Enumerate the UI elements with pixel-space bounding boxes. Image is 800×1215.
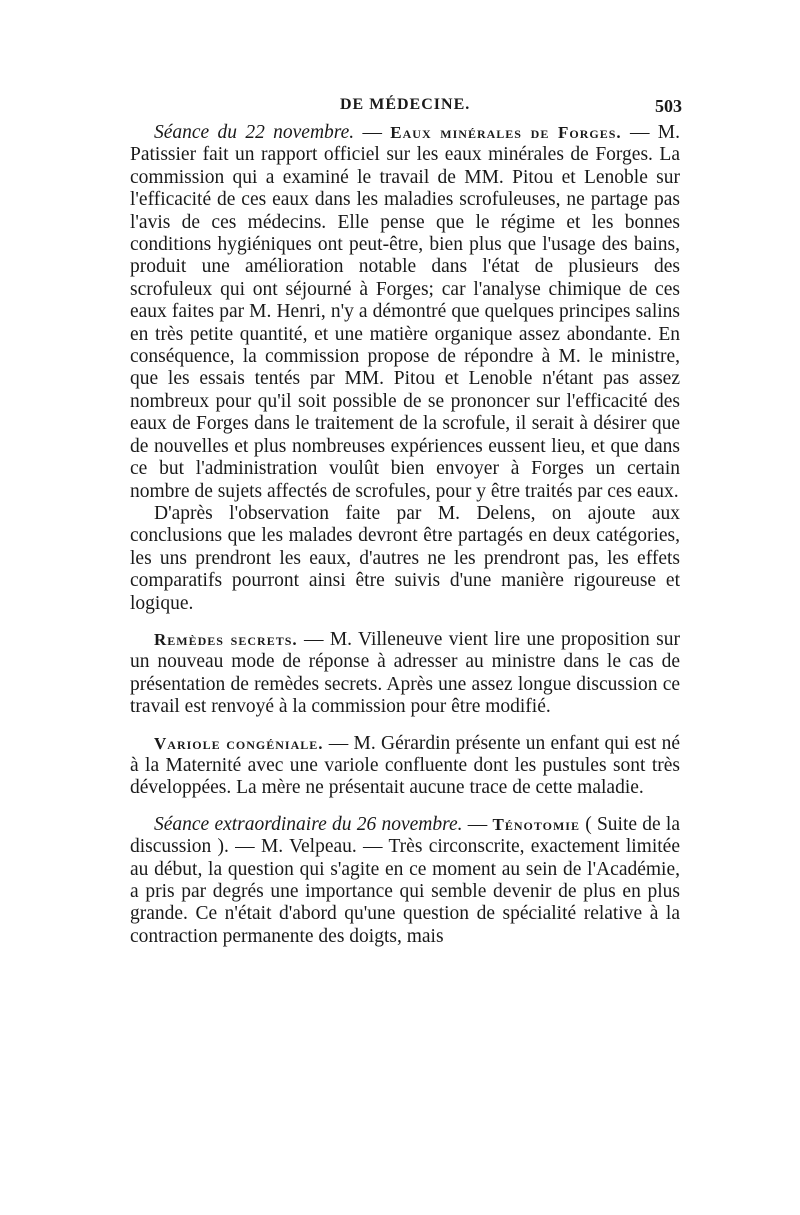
text-block [130, 122, 680, 948]
page-number: 503 [655, 96, 682, 116]
topic-heading: Variole congéniale. [154, 733, 324, 753]
paragraph-body: M. Gérardin présente un enfant qui est né à la Maternité avec une variole confluente dont les pustules sont très développées. La mère ne présentait aucune trace de cette maladie. [130, 732, 680, 799]
section-gap [130, 719, 680, 733]
section-forges [130, 122, 680, 503]
paragraph-body: ( Suite de la discussion ). — M. Velpeau. — Très circonscrite, exactement limitée au début, la question qui s'agite en ce moment au sein de l'Académie, a pris par degrés une importance qui semble devenir de plus en plus grande. Ce n'était d'abord qu'une question de spécialité relative à la contraction permanente des doigts, mais [130, 813, 680, 947]
session-date-heading: Séance extraordinaire du 26 novembre. [154, 813, 463, 835]
section-remedes-secrets [130, 629, 680, 719]
paragraph-continuation: D'après l'observation faite par M. Delens, on ajoute aux conclusions que les malades devront être partagés en deux catégories, les uns prendront les eaux, d'autres ne les prendront pas, les effets comparatifs pourront ainsi être suivis d'une manière rigoureuse et logique. [130, 502, 680, 614]
session-date-heading: Séance du 22 novembre. [154, 122, 355, 143]
section-gap [130, 800, 680, 814]
section-tenotomie [130, 814, 680, 948]
topic-heading: Remèdes secrets. [154, 629, 298, 649]
heading-dash: — [297, 628, 330, 650]
section-gap [130, 615, 680, 629]
heading-dash: — [323, 732, 354, 754]
topic-heading: Eaux minérales de Forges. [390, 123, 622, 142]
heading-dash: — [354, 122, 391, 143]
section-variole [130, 733, 680, 800]
running-head [130, 96, 682, 120]
heading-dash: — [621, 122, 650, 143]
paragraph-body: M. Villeneuve vient lire une proposition sur un nouveau mode de réponse à adresser au ministre dans le cas de présentation de remèdes secrets. Après une assez longue discussion ce travail est renvoyé à la commission pour être modifié. [130, 628, 680, 718]
paragraph-body: M. Patissier fait un rapport officiel sur les eaux minérales de Forges. La commission qui a examiné le travail de MM. Pitou et Lenoble sur l'efficacité de ces eaux dans les maladies scrofuleuses, ne partage pas l'avis de ces médecins. Elle pense que le régime et les bonnes conditions hygiéniques ont peut-être, bien plus que l'usage des bains, produit une amélioration notable dans l'état de plusieurs des scrofuleux qui ont séjourné à Forges; car l'analyse chimique de ces eaux faites par M. Henri, n'y a démontré que quelques principes salins en très petite quantité, et une matière organique assez abondante. En conséquence, la commission propose de répondre à M. le ministre, que les essais tentés par MM. Pitou et Lenoble n'étant pas assez nombreux pour qu'il soit possible de se prononcer sur l'efficacité des eaux de Forges dans le traitement de la scrofule, il serait à désirer que de nouvelles et plus nombreuses expériences eussent lieu, et que dans ce but l'administration voulût bien envoyer à Forges un certain nombre de sujets affectés de scrofules, pour y être traités par ces eaux. [130, 122, 680, 502]
topic-heading: Ténotomie [492, 814, 580, 834]
heading-dash: — [462, 813, 493, 835]
running-title: DE MÉDECINE. [340, 96, 471, 113]
